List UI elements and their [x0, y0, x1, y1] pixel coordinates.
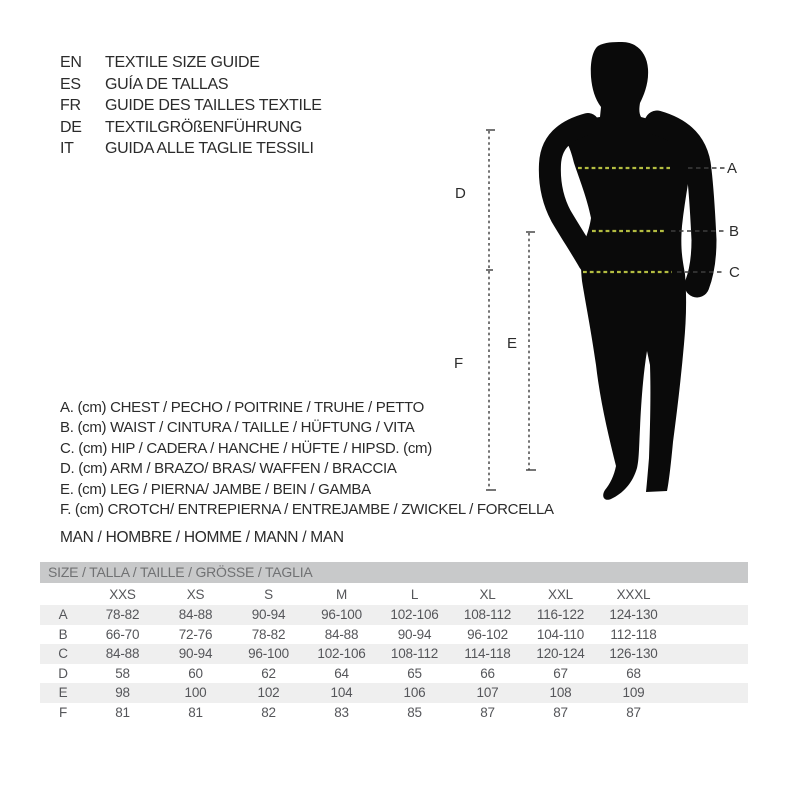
table-row [40, 683, 748, 703]
legend-row: F. (cm) CROTCH/ ENTREPIERNA / ENTREJAMBE / ZWICKEL / FORCELLA [60, 501, 554, 519]
size-cell: 85 [407, 704, 422, 720]
language-code: FR [60, 97, 81, 114]
size-cell: 81 [115, 704, 130, 720]
language-title: GUÍA DE TALLAS [105, 75, 229, 93]
size-cell: 78-82 [105, 607, 140, 623]
measure-row-label: F [58, 704, 68, 720]
size-cell: 124-130 [609, 607, 658, 623]
size-cell: 87 [480, 704, 495, 720]
size-columns-corner [40, 583, 86, 605]
size-cell: 60 [188, 665, 203, 681]
size-cell: 66-70 [105, 626, 140, 642]
size-column-label: S [264, 586, 273, 602]
size-column-label: XXL [548, 586, 573, 602]
size-cell: 64 [334, 665, 349, 681]
measure-row-label: E [58, 685, 68, 701]
category-title: MAN / HOMBRE / HOMME / MANN / MAN [60, 529, 344, 546]
size-cell: 104-110 [536, 626, 585, 642]
measure-row-label: C [58, 646, 68, 662]
size-table-header: SIZE / TALLA / TAILLE / GRÖSSE / TAGLIA [40, 562, 748, 583]
size-table-body [40, 605, 748, 722]
size-column-label: XS [186, 586, 205, 602]
language-title: TEXTILGRÖßENFÜHRUNG [105, 118, 302, 136]
mark-chest-a: A [727, 160, 738, 177]
size-cell: 66 [480, 665, 495, 681]
size-cell: 116-122 [536, 607, 585, 623]
size-cell: 87 [553, 704, 568, 720]
legend-row: A. (cm) CHEST / PECHO / POITRINE / TRUHE / PETTO [60, 399, 424, 416]
size-column-label: L [410, 586, 419, 602]
size-cell: 96-102 [467, 626, 508, 642]
size-cell: 108 [549, 685, 572, 701]
language-code: EN [60, 54, 82, 71]
table-row [40, 664, 748, 684]
size-cell: 65 [407, 665, 422, 681]
measure-row-label: B [58, 626, 68, 642]
mark-waist-b: B [729, 223, 740, 240]
size-cell: 96-100 [248, 646, 289, 662]
size-column-label: XXXL [616, 586, 651, 602]
size-cell: 102 [257, 685, 280, 701]
mark-hip-c: C [729, 264, 740, 281]
legend-row: E. (cm) LEG / PIERNA/ JAMBE / BEIN / GAMBA [60, 480, 371, 498]
language-title: TEXTILE SIZE GUIDE [105, 54, 260, 71]
size-table [40, 583, 748, 722]
size-cell: 58 [115, 665, 130, 681]
size-cell: 102-106 [317, 646, 366, 662]
size-table-section [40, 562, 748, 722]
mark-crotch-f: F [454, 355, 464, 372]
size-cell: 90-94 [397, 626, 432, 642]
man-silhouette [558, 42, 695, 500]
size-column-label: XL [479, 586, 496, 602]
size-cell: 112-118 [610, 626, 657, 642]
size-columns-row [40, 583, 748, 605]
measure-row-label: D [58, 665, 68, 681]
legend-row: D. (cm) ARM / BRAZO/ BRAS/ WAFFEN / BRACCIA [60, 460, 397, 478]
size-cell: 84-88 [105, 646, 140, 662]
table-row [40, 605, 748, 625]
size-cell: 108-112 [390, 646, 439, 662]
size-cell: 84-88 [324, 626, 359, 642]
legend-row: C. (cm) HIP / CADERA / HANCHE / HÜFTE / HIPSD. (cm) [60, 439, 432, 457]
size-cell: 98 [115, 685, 130, 701]
size-cell: 107 [476, 685, 499, 701]
size-cell: 62 [261, 665, 276, 681]
size-column-label: XXS [109, 586, 136, 602]
size-cell: 114-118 [464, 646, 511, 662]
language-title: GUIDE DES TAILLES TEXTILE [105, 97, 322, 114]
size-cell: 78-82 [251, 626, 286, 642]
size-cell: 68 [626, 665, 641, 681]
size-column-label: M [335, 586, 348, 602]
size-cell: 109 [622, 685, 645, 701]
size-cell: 84-88 [178, 607, 213, 623]
table-row [40, 703, 748, 723]
language-code: IT [60, 140, 74, 157]
size-cell: 82 [261, 704, 276, 720]
mark-leg-e: E [507, 335, 518, 352]
size-cell: 83 [334, 704, 349, 720]
measure-row-label: A [58, 607, 68, 623]
size-cell: 120-124 [536, 646, 585, 662]
size-cell: 108-112 [463, 607, 512, 623]
table-row [40, 644, 748, 664]
size-cell: 100 [184, 685, 207, 701]
size-cell: 106 [403, 685, 426, 701]
size-cell: 90-94 [251, 607, 286, 623]
language-title: GUIDA ALLE TAGLIE TESSILI [105, 140, 314, 157]
size-cell: 87 [626, 704, 641, 720]
language-code: ES [60, 75, 81, 93]
size-cell: 81 [188, 704, 203, 720]
table-row [40, 625, 748, 645]
size-cell: 126-130 [609, 646, 658, 662]
mark-arm-d: D [455, 185, 466, 202]
size-cell: 72-76 [178, 626, 213, 642]
size-cell: 96-100 [321, 607, 362, 623]
language-code: DE [60, 118, 82, 136]
size-cell: 67 [553, 665, 568, 681]
size-cell: 90-94 [178, 646, 213, 662]
legend-row: B. (cm) WAIST / CINTURA / TAILLE / HÜFTUNG / VITA [60, 419, 415, 437]
size-cell: 104 [330, 685, 353, 701]
size-cell: 102-106 [390, 607, 439, 623]
measurement-legend [60, 398, 554, 520]
